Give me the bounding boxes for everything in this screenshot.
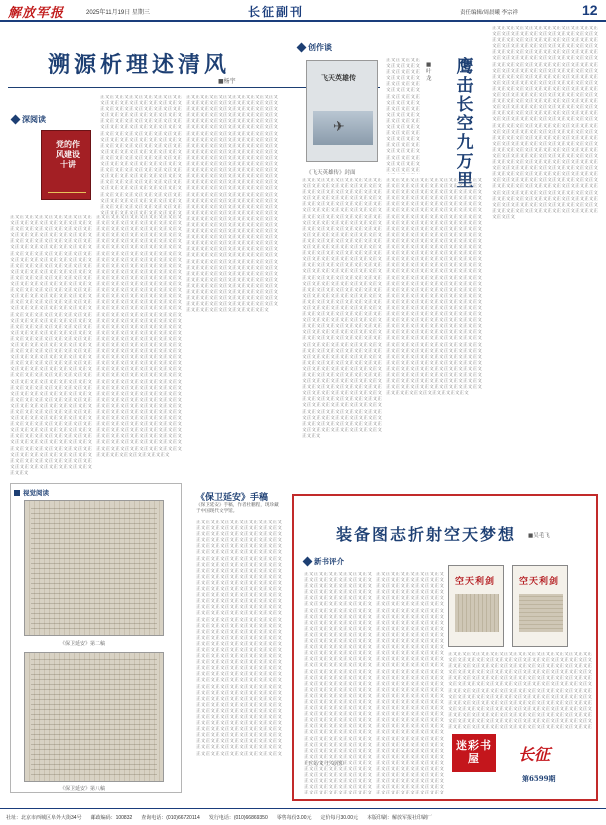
article-4-book-title-2: 空天利剑 (519, 577, 560, 587)
article-2-headline: 鹰击长空九万里 (456, 57, 474, 191)
article-1-column-label: 深阅读 (22, 114, 46, 124)
square-icon (14, 490, 20, 496)
manuscript-photo-2-caption: 《保卫延安》第八稿 (60, 786, 106, 792)
article-2-column-label: 创作谈 (308, 42, 332, 52)
article-2-column-tag (298, 42, 332, 53)
article-4-headline: 装备图志折射空天梦想 (336, 525, 517, 544)
footer-phone: 查询电话：(010)66720114 (141, 814, 200, 821)
article-1-headline: 溯源析理述清风 (48, 52, 231, 78)
article-1-book-cover (41, 130, 91, 200)
article-1-column-tag (12, 114, 46, 125)
editor-credits: 责任编辑/周晨曦 李宗祥 (460, 10, 519, 16)
footer-price: 零售每份3.00元 (276, 814, 312, 821)
book-cover-art (519, 594, 563, 632)
page-footer (0, 808, 606, 825)
photo-column-label: 视觉阅读 (23, 489, 49, 497)
page-number: 12 (582, 2, 598, 18)
photo-column-tag (14, 488, 49, 497)
issue-date: 2025年11月19日 星期三 (86, 10, 150, 16)
changzheng-signature: 长征 (518, 745, 551, 764)
article-4-column-label: 新书评介 (314, 557, 344, 566)
footer-monthly: 定价每月30.00元 (320, 814, 358, 821)
article-4-body-col-2 (376, 572, 444, 794)
article-2-book-cover (306, 60, 378, 162)
camo-bookstore-seal: 迷彩书屋 (452, 734, 496, 772)
article-4-column-tag (304, 556, 344, 567)
footer-address: 社址：北京市西城区阜外大街34号 (6, 814, 82, 821)
diamond-icon (11, 115, 21, 125)
masthead (0, 0, 606, 22)
article-4-book-cover-1 (448, 565, 504, 647)
diamond-icon (303, 557, 313, 567)
article-2-body-col-2 (386, 178, 482, 474)
article-4-body-col-1 (304, 572, 372, 794)
article-2-body-col-1 (302, 178, 382, 474)
footer-distribution: 发行电话：(010)66869350 (208, 814, 268, 821)
plane-icon: ✈ (333, 119, 345, 135)
article-3-credit: （王文/文 王文/图） (302, 761, 347, 767)
article-2-body-col-4 (386, 58, 420, 174)
article-1-body-col-2 (186, 95, 278, 475)
book-cover-art (455, 594, 499, 632)
diamond-icon (297, 43, 307, 53)
article-1-body-col-3 (10, 215, 92, 475)
article-2-book-caption: 《飞天英雄传》封面 (306, 170, 356, 176)
article-1-author: ■杨宇 (218, 78, 236, 85)
article-1-book-title: 党的作风建设十讲 (56, 139, 80, 169)
manuscript-photo-1 (24, 500, 164, 636)
article-4-book-title-1: 空天利剑 (455, 577, 496, 587)
article-3-headline: 《保卫延安》手稿 (196, 493, 269, 503)
article-1-body-col-4 (96, 215, 182, 475)
book-decor-line (48, 192, 86, 193)
issue-number: 第6599期 (522, 774, 556, 783)
article-2-body-col-3 (492, 26, 598, 474)
article-2-book-title: 飞天英雄传 (321, 73, 356, 82)
article-3-body (196, 520, 282, 756)
section-title: 长征副刊 (248, 5, 305, 19)
footer-print: 本版印刷：解放军报社印刷厂 (367, 814, 433, 821)
article-2-author: ■叶龙 (426, 62, 432, 82)
newspaper-logo: 解放军报 (8, 6, 65, 21)
article-4-body-col-3 (448, 652, 592, 730)
footer-postcode: 邮政编码：100832 (90, 814, 133, 821)
article-3-intro: 《保卫延安》手稿，作者杜鹏程，现珍藏于中国现代文学馆。 (196, 503, 279, 515)
manuscript-photo-1-caption: 《保卫延安》第二稿 (60, 641, 106, 647)
article-4-author: ■吴毛飞 (528, 533, 550, 539)
article-1-body-col-1 (100, 95, 182, 215)
manuscript-photo-2 (24, 652, 164, 782)
article-4-book-cover-2 (512, 565, 568, 647)
